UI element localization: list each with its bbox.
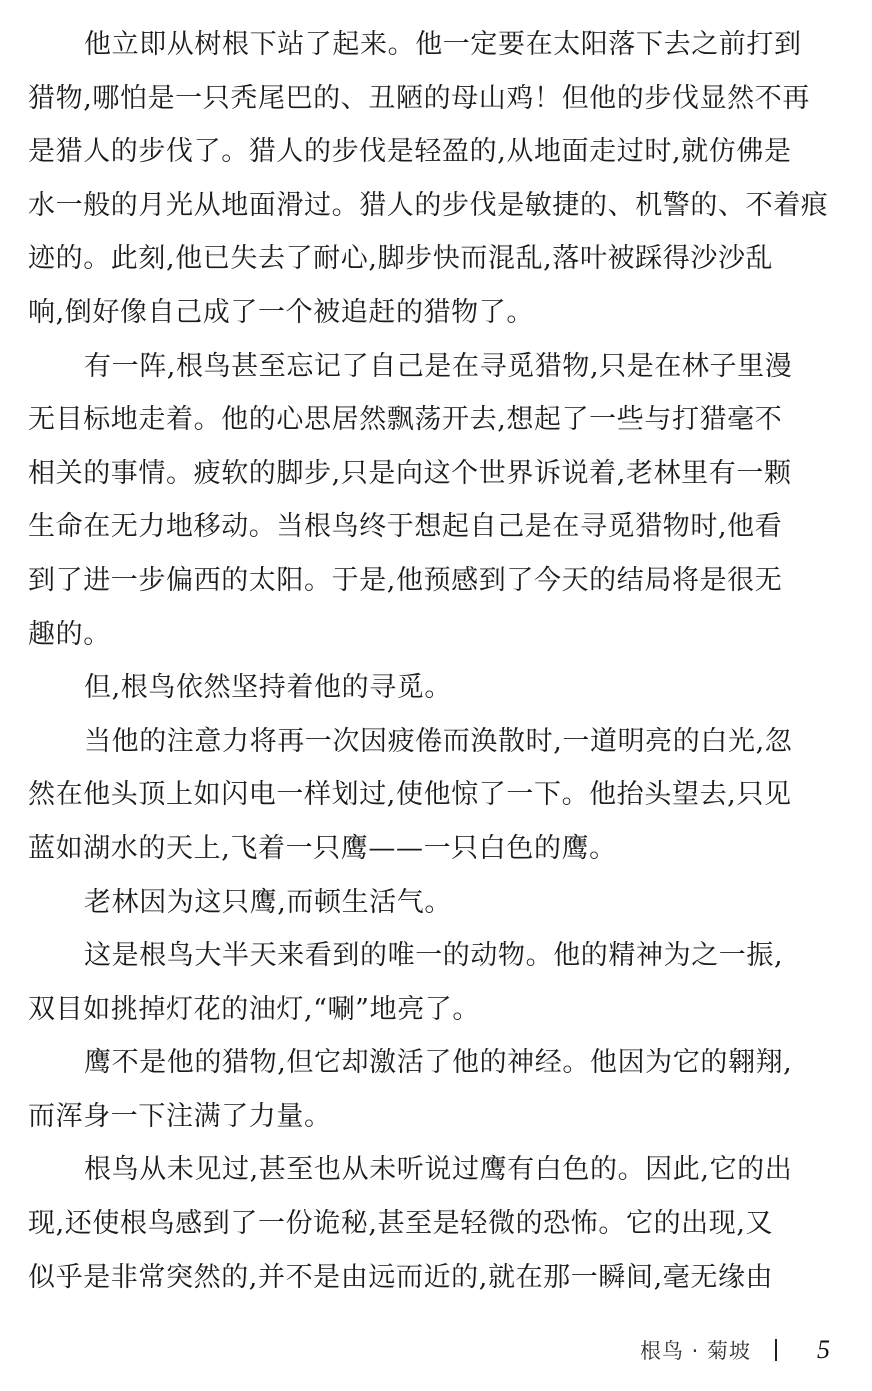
page-number: 5 [817,1335,831,1364]
text-line: 老林因为这只鹰,而顿生活气。 [84,886,452,918]
text-line: 而浑身一下注满了力量。 [28,1100,332,1132]
text-line: 但,根鸟依然坚持着他的寻觅。 [84,672,452,704]
text-line: 有一阵,根鸟甚至忘记了自己是在寻觅猎物,只是在林子里漫 [84,350,793,382]
text-line: 鹰不是他的猎物,但它却激活了他的神经。他因为它的翱翔, [84,1047,793,1079]
text-line: 猎物,哪怕是一只秃尾巴的、丑陋的母山鸡！但他的步伐显然不再 [28,82,810,114]
text-line: 根鸟从未见过,甚至也从未听说过鹰有白色的。因此,它的出 [84,1154,793,1186]
page-footer [640,1330,840,1370]
text-line: 双目如挑掉灯花的油灯,“唰”地亮了。 [28,993,480,1025]
text-line: 这是根鸟大半天来看到的唯一的动物。他的精神为之一振, [84,940,784,972]
footer-divider [775,1339,777,1361]
text-line: 响,倒好像自己成了一个被追赶的猎物了。 [28,296,534,328]
text-line: 是猎人的步伐了。猎人的步伐是轻盈的,从地面走过时,就仿佛是 [28,136,792,168]
text-line: 趣的。 [28,618,111,650]
text-line: 生命在无力地移动。当根鸟终于想起自己是在寻觅猎物时,他看 [28,511,783,543]
text-line: 无目标地走着。他的心思居然飘荡开去,想起了一些与打猎毫不 [28,404,783,436]
text-line: 相关的事情。疲软的脚步,只是向这个世界诉说着,老林里有一颗 [28,457,792,489]
text-line: 水一般的月光从地面滑过。猎人的步伐是敏捷的、机警的、不着痕 [28,189,829,221]
text-line: 当他的注意力将再一次因疲倦而涣散时,一道明亮的白光,忽 [84,725,793,757]
text-line: 到了进一步偏西的太阳。于是,他预感到了今天的结局将是很无 [28,564,783,596]
text-line: 现,还使根鸟感到了一份诡秘,甚至是轻微的恐怖。它的出现,又 [28,1208,774,1240]
text-line: 然在他头顶上如闪电一样划过,使他惊了一下。他抬头望去,只见 [28,779,792,811]
text-line: 似乎是非常突然的,并不是由远而近的,就在那一瞬间,毫无缘由 [28,1261,774,1293]
page-body [28,18,844,1304]
text-line: 迹的。此刻,他已失去了耐心,脚步快而混乱,落叶被踩得沙沙乱 [28,243,774,275]
running-title: 根鸟 · 菊坡 [640,1339,752,1363]
text-line: 蓝如湖水的天上,飞着一只鹰——一只白色的鹰。 [28,832,617,864]
text-line: 他立即从树根下站了起来。他一定要在太阳落下去之前打到 [84,29,802,60]
